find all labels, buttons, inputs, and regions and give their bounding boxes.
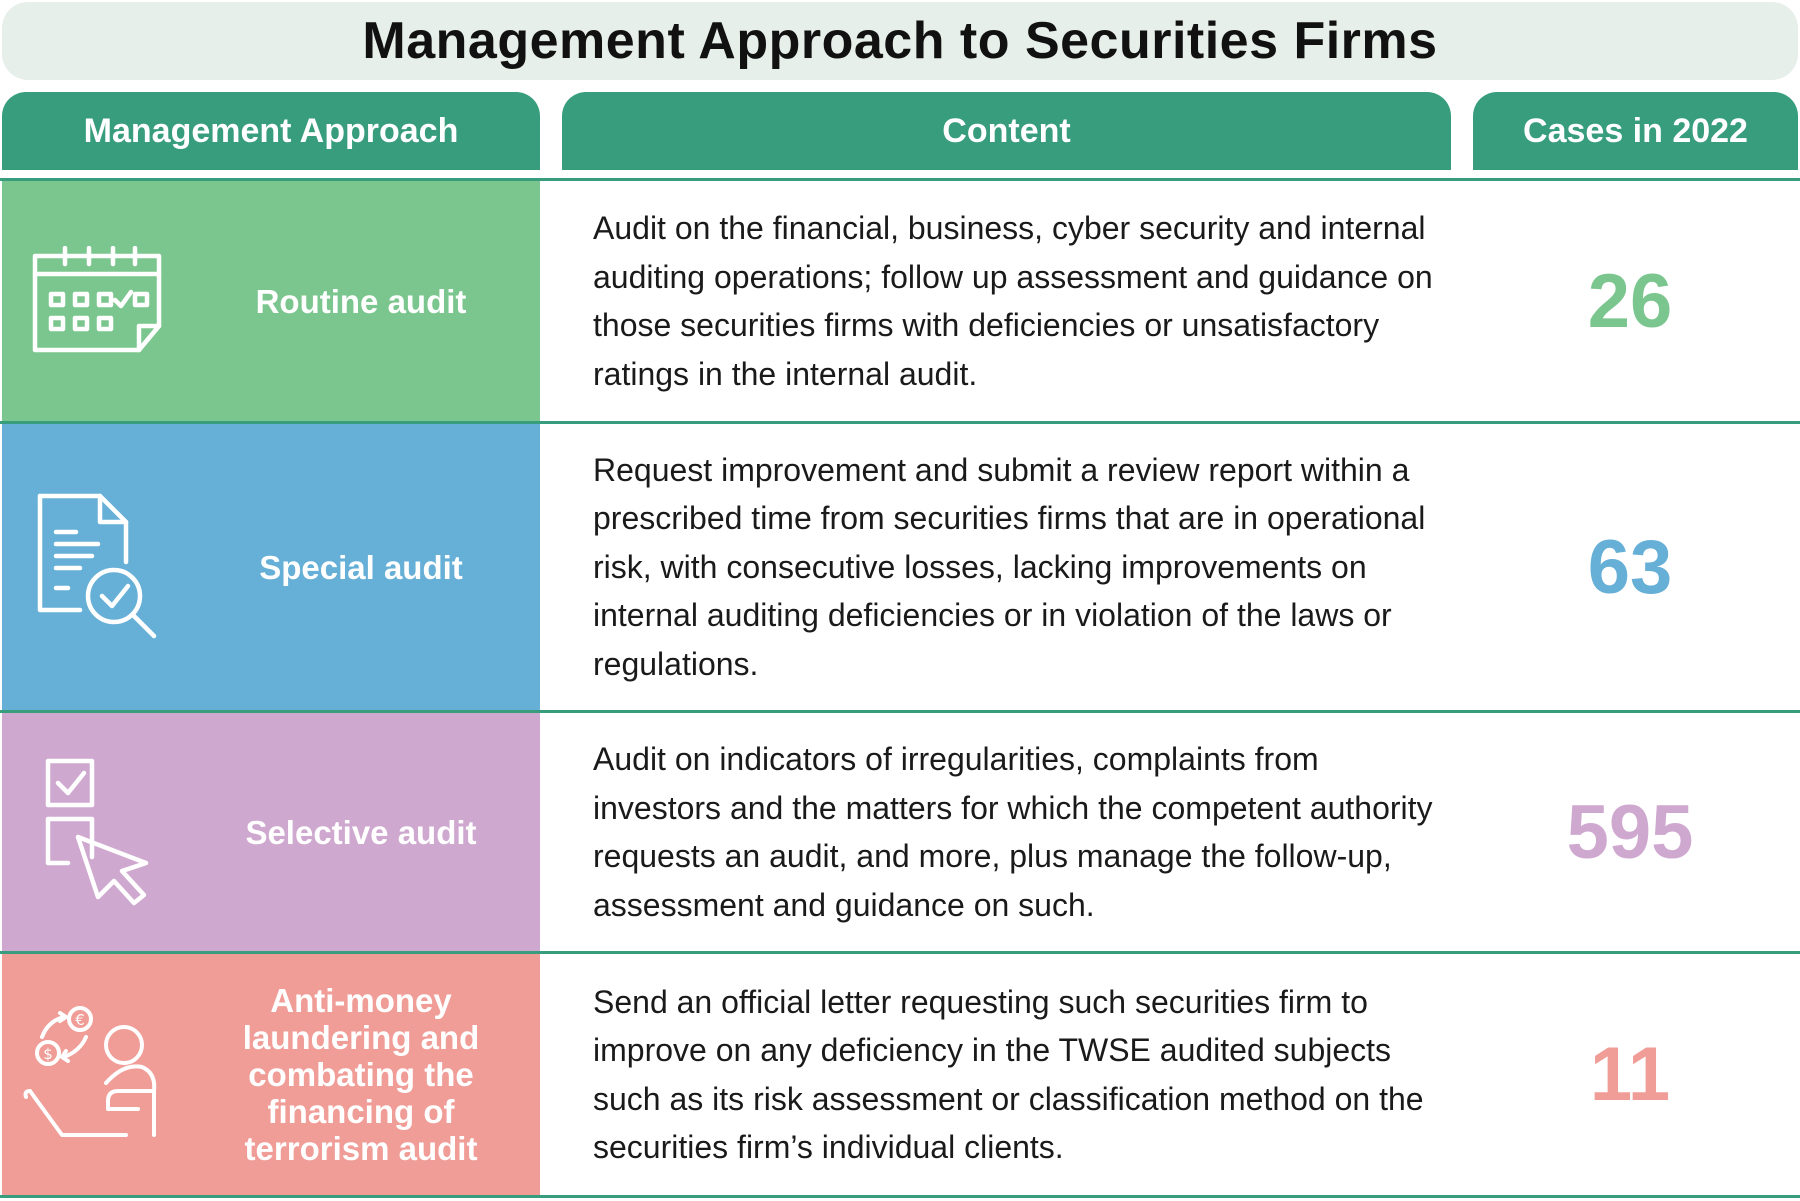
title-bar <box>2 2 1798 80</box>
row-divider <box>0 1195 1800 1198</box>
case-count: 63 <box>1587 524 1673 610</box>
header-content: Content <box>562 92 1451 170</box>
content-text: Audit on indicators of irregularities, complaints from investors and the matters for which the competent authority requests an audit, and more, plus manage the follow-up, assessment and guidance on such. <box>593 741 1433 923</box>
approach-cell-selective-audit <box>2 713 540 951</box>
checkbox-cursor-icon <box>2 713 192 951</box>
money-exchange-person-icon <box>2 954 192 1195</box>
approach-label: Anti-money laundering and combating the financing of terrorism audit <box>242 982 480 1167</box>
case-count: 595 <box>1566 789 1694 875</box>
page-title: Management Approach to Securities Firms <box>362 12 1438 70</box>
svg-text:€: € <box>75 1010 85 1029</box>
header-approach: Management Approach <box>2 92 540 170</box>
calendar-icon <box>2 181 192 421</box>
approach-label: Special audit <box>259 548 463 586</box>
approach-cell-routine-audit <box>2 181 540 421</box>
approach-label: Selective audit <box>245 813 477 851</box>
case-count: 26 <box>1587 258 1673 344</box>
content-text: Send an official letter requesting such securities firm to improve on any deficiency in the TWSE audited subjects such as its risk assessment or classification method on the securities firm’s individual clients. <box>593 983 1424 1165</box>
document-search-icon <box>2 424 192 710</box>
content-text: Request improvement and submit a review report within a prescribed time from securities firms that are in operational risk, with consecutive losses, lacking improvements on internal auditing deficiencies or in violation of the laws or regulations. <box>593 451 1426 682</box>
svg-text:$: $ <box>43 1044 53 1063</box>
approach-label: Routine audit <box>255 282 467 320</box>
case-count: 11 <box>1589 1032 1671 1117</box>
approach-cell-special-audit <box>2 424 540 710</box>
content-text: Audit on the financial, business, cyber security and internal auditing operations; follow up assessment and guidance on those securities firms with deficiencies or unsatisfactory ratings in the internal audit. <box>593 210 1433 392</box>
approach-cell-aml-cft-audit <box>2 954 540 1195</box>
header-cases: Cases in 2022 <box>1473 92 1798 170</box>
